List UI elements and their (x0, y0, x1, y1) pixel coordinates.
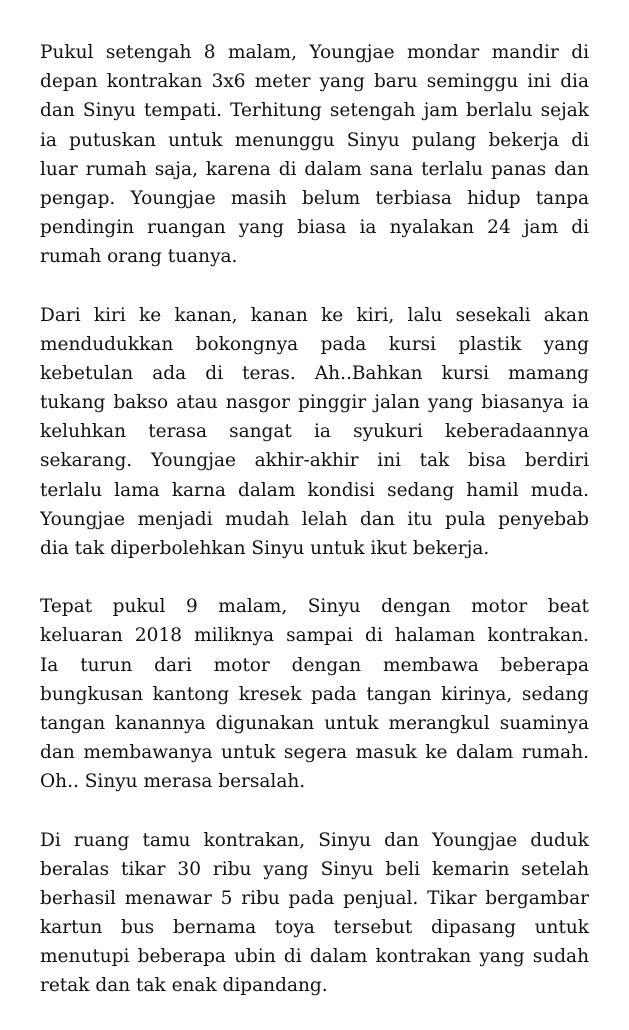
text-line: Tepat pukul 9 malam, Sinyu dengan motor beat (40, 596, 589, 618)
text-line: pendingin ruangan yang biasa ia nyalakan 24 jam di (40, 217, 589, 239)
paragraph-4 (40, 826, 589, 1001)
text-line: dan Sinyu tempati. Terhitung setengah jam berlalu sejak (40, 100, 589, 122)
text-line: bungkusan kantong kresek pada tangan kirinya, sedang (40, 683, 589, 705)
text-line: kartun bus bernama toya tersebut dipasang untuk (40, 917, 589, 939)
text-line: pengap. Youngjae masih belum terbiasa hidup tanpa (40, 187, 589, 209)
text-line: Dari kiri ke kanan, kanan ke kiri, lalu sesekali akan (40, 304, 589, 326)
text-line: beralas tikar 30 ribu yang Sinyu beli kemarin setelah (40, 858, 589, 880)
text-line: dan membawanya untuk segera masuk ke dalam rumah. (40, 742, 589, 764)
paragraph-3 (40, 592, 589, 796)
text-line: sekarang. Youngjae akhir-akhir ini tak bisa berdiri (40, 450, 589, 472)
text-line: dia tak diperbolehkan Sinyu untuk ikut bekerja. (40, 538, 490, 559)
text-line: Pukul setengah 8 malam, Youngjae mondar mandir di (40, 42, 589, 63)
text-line: Ia turun dari motor dengan membawa beberapa (40, 654, 589, 676)
story-page (40, 38, 589, 1030)
text-line: depan kontrakan 3x6 meter yang baru seminggu ini dia (40, 71, 589, 93)
text-line: terlalu lama karna dalam kondisi sedang hamil muda. (40, 479, 589, 501)
text-line: tukang bakso atau nasgor pinggir jalan yang biasanya ia (40, 392, 589, 414)
text-line: keluaran 2018 miliknya sampai di halaman kontrakan. (40, 625, 589, 647)
text-line: tangan kanannya digunakan untuk merangkul suaminya (40, 712, 589, 734)
text-line: luar rumah saja, karena di dalam sana terlalu panas dan (40, 158, 589, 180)
text-line: rumah orang tuanya. (40, 246, 238, 268)
text-line: berhasil menawar 5 ribu pada penjual. Tikar bergambar (40, 887, 589, 909)
text-line: keluhkan terasa sangat ia syukuri keberadaannya (40, 421, 589, 443)
text-line: Oh.. Sinyu merasa bersalah. (40, 771, 306, 793)
text-line: Youngjae menjadi mudah lelah dan itu pula penyebab (40, 508, 589, 530)
text-line: ia putuskan untuk menunggu Sinyu pulang bekerja di (40, 129, 589, 151)
text-line: kebetulan ada di teras. Ah..Bahkan kursi mamang (40, 362, 589, 384)
paragraph-2 (40, 301, 589, 564)
paragraph-1 (40, 38, 589, 272)
text-line: retak dan tak enak dipandang. (40, 975, 328, 997)
text-line: mendudukkan bokongnya pada kursi plastik yang (40, 333, 589, 355)
text-line: Di ruang tamu kontrakan, Sinyu dan Youngjae duduk (40, 829, 589, 851)
text-line: menutupi beberapa ubin di dalam kontrakan yang sudah (40, 946, 589, 968)
